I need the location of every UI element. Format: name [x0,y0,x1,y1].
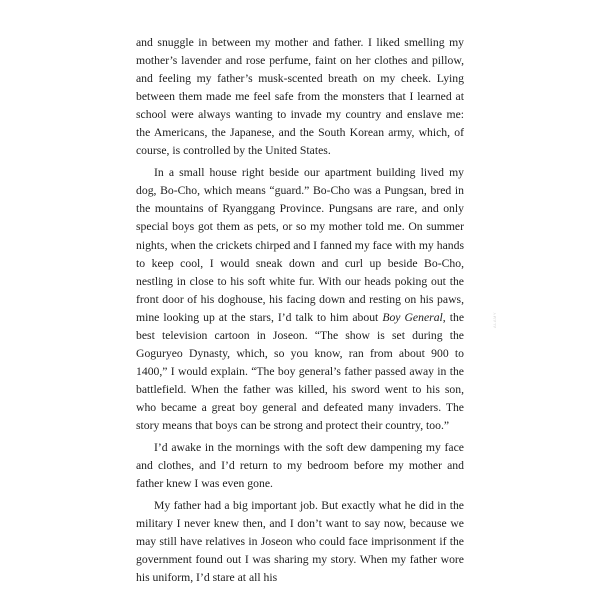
paragraph-text: My father had a big important job. But exactly what he did in the military I never knew then, and I don’t want to say now, because we may still have relatives in Joseon who could face imprisonment if the government found out I was sharing my story. When my father wore his uniform, I’d stare at all his [136,499,464,585]
paragraph-morning [136,439,464,493]
paragraph-text-before-title: In a small house right beside our apartment building lived my dog, Bo-Cho, which means “guard.” Bo-Cho was a Pungsan, bred in the mountains of Ryanggang Province. Pungsans are rare, and only special boys got them as pets, or so my mother told me. On summer nights, when the crickets chirped and I fanned my face with my hands to keep cool, I would sneak down and curl up beside Bo-Cho, nestling in close to his soft white fur. With our heads poking out the front door of his doghouse, his facing down and resting on his paws, mine looking up at the stars, I’d talk to him about [136,166,464,324]
paragraph-text: and snuggle in between my mother and father. I liked smelling my mother’s lavender and rose perfume, faint on her clothes and pillow, and feeling my father’s musk-scented breath on my cheek. Lying between them made me feel safe from the monsters that I learned at school were always wanting to invade my country and enslave me: the Americans, the Japanese, and the South Korean army, which, of course, is controlled by the United States. [136,36,464,158]
paragraph-continuation [136,34,464,160]
body-text-column [136,34,464,587]
boy-general-title: Boy General [382,310,443,324]
paragraph-bo-cho [136,164,464,435]
side-watermark: ALAMY [492,311,497,328]
paragraph-text-after-title: , the best television cartoon in Joseon. “The show is set during the Goguryeo Dynasty, which, so you know, ran from about 900 to 1400,” I would explain. “The boy general’s father passed away in the battlefield. When the father was killed, his sword went to his son, who became a great boy general and defeated many invaders. The story means that boys can be strong and protect their country, too.” [136,310,465,432]
paragraph-text: I’d awake in the mornings with the soft dew dampening my face and clothes, and I’d return to my bedroom before my mother and father knew I was even gone. [136,441,464,491]
paragraph-father-job [136,497,464,587]
